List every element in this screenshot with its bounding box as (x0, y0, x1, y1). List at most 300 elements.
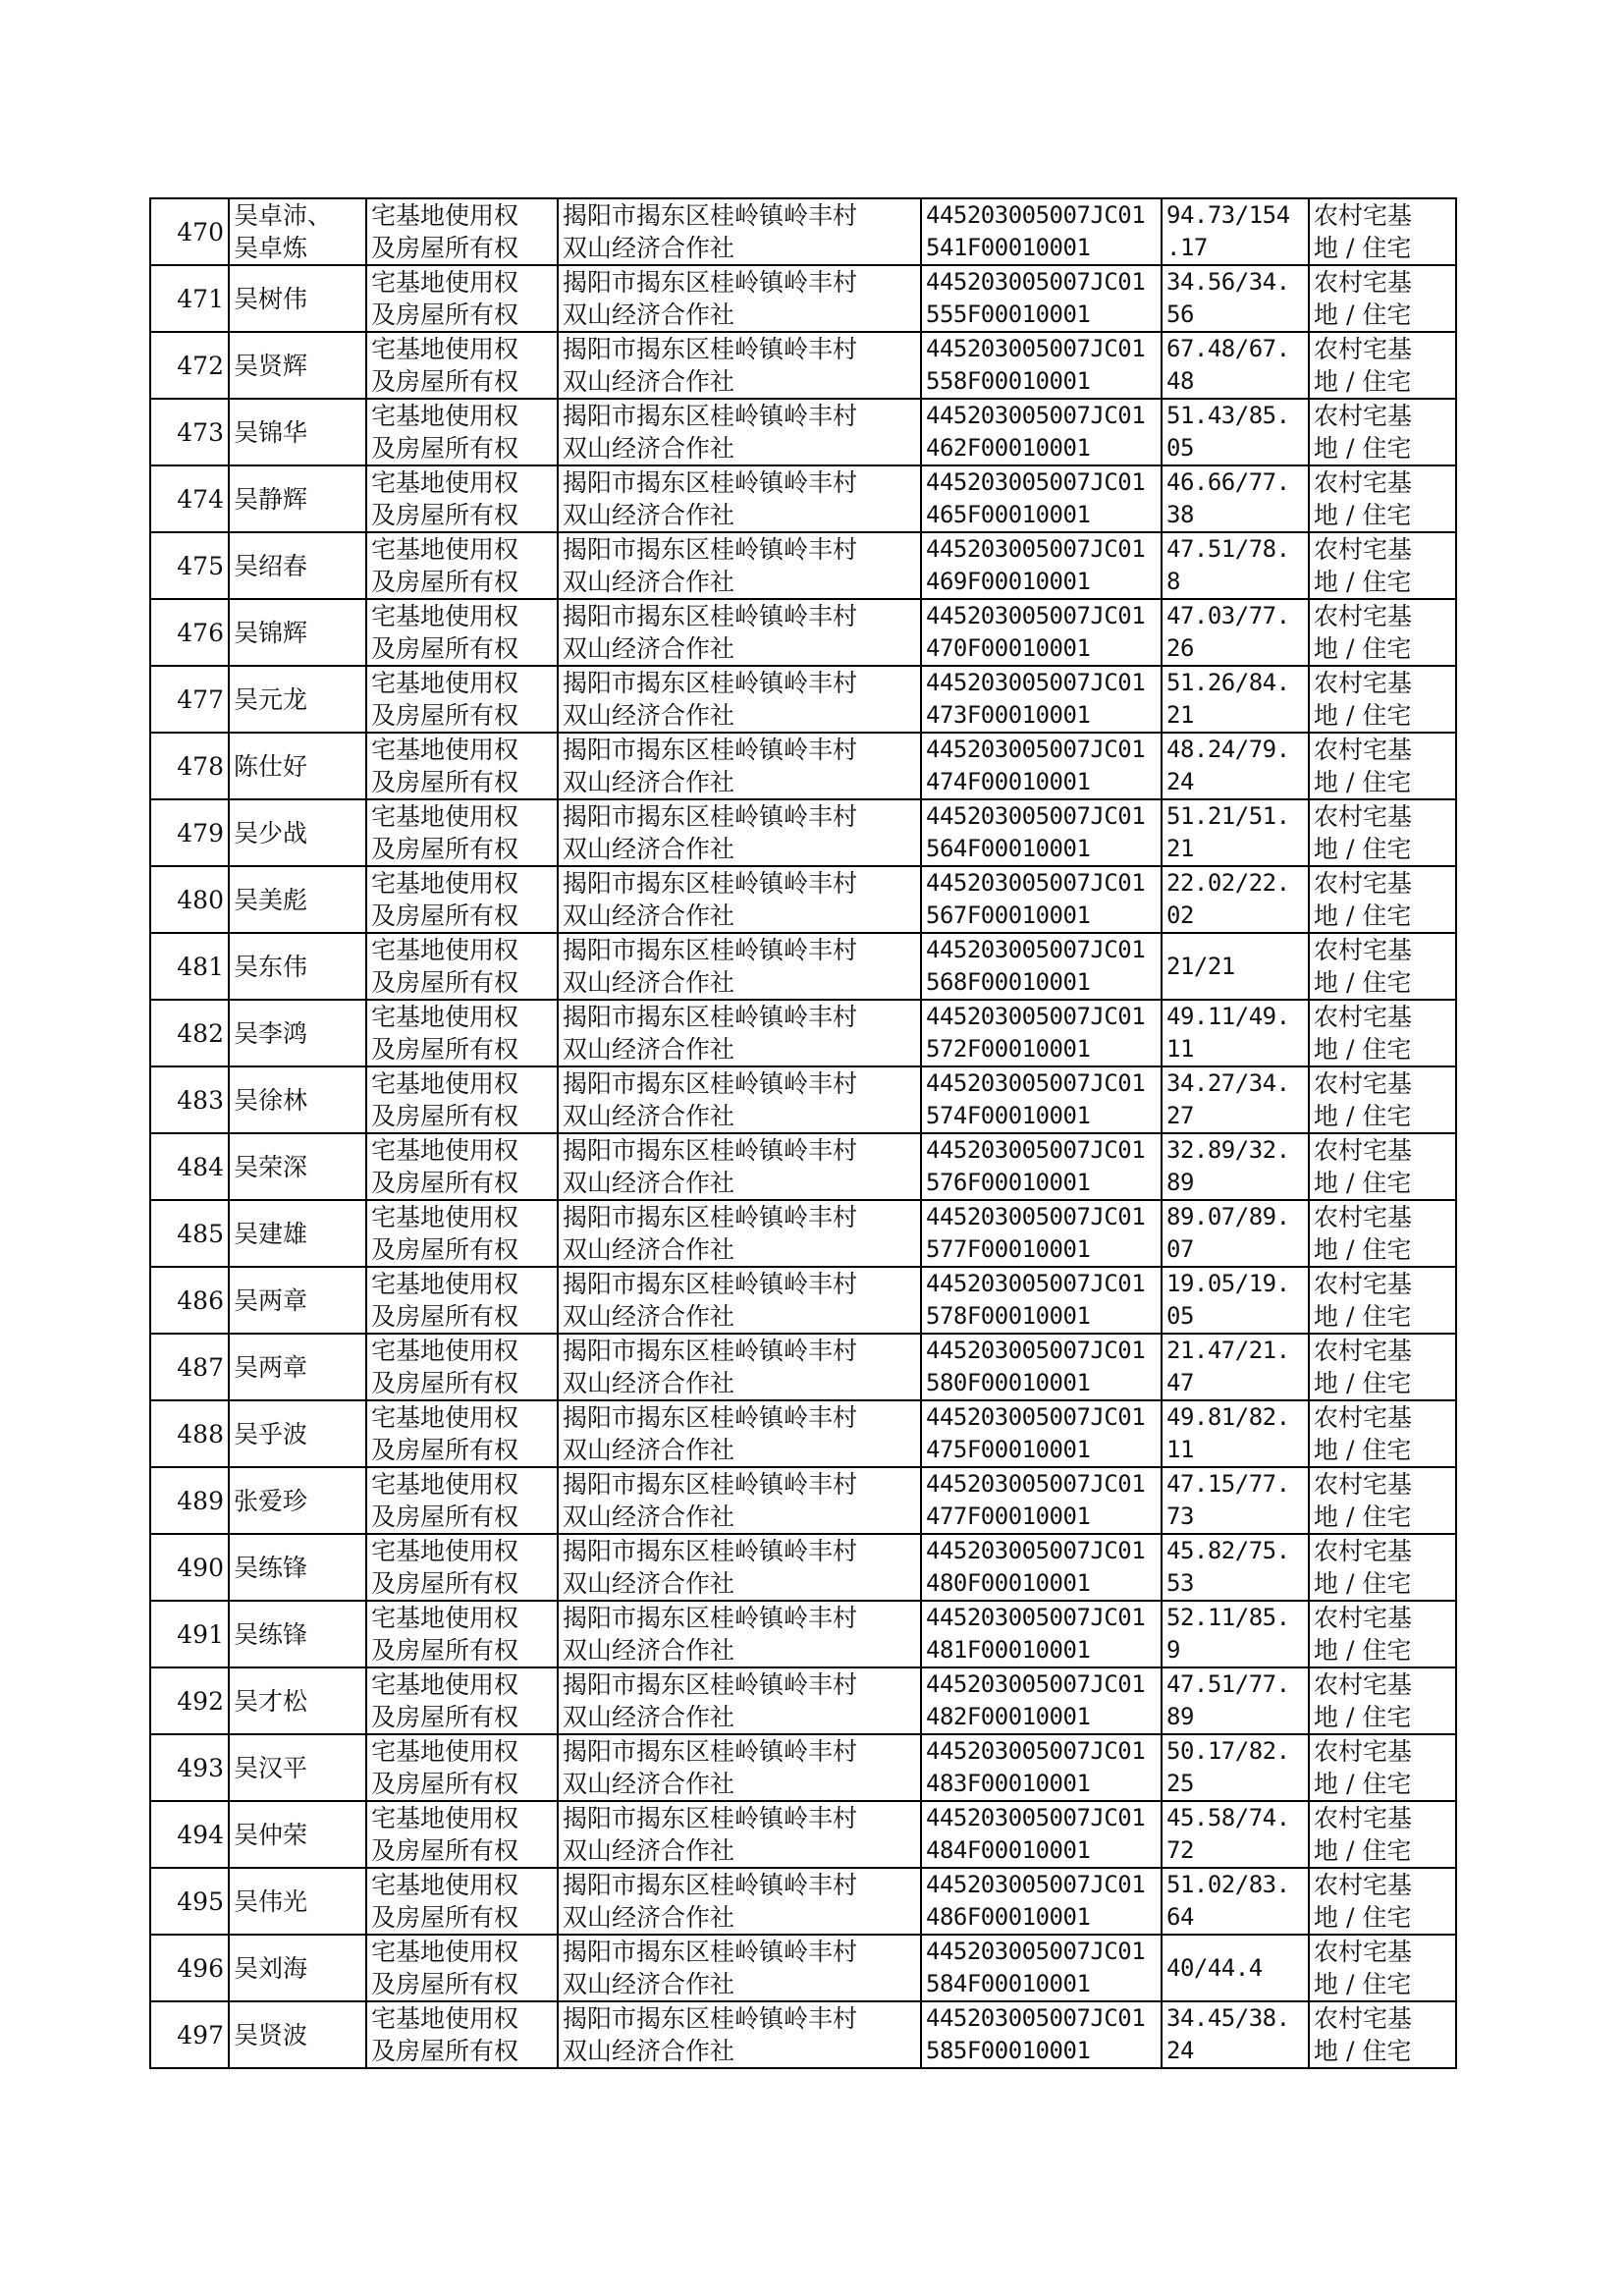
land-use-line: 农村宅基 (1314, 936, 1413, 964)
location-line: 双山经济合作社 (563, 1770, 735, 1798)
area-line: 25 (1166, 1770, 1194, 1797)
location-cell (558, 1334, 921, 1400)
owner-name-cell (229, 866, 366, 933)
location-cell (558, 465, 921, 532)
land-use-line: 地 / 住宅 (1314, 768, 1412, 796)
location-line: 双山经济合作社 (563, 1235, 735, 1264)
owner-name-cell (229, 799, 366, 866)
location-cell (558, 1667, 921, 1734)
location-line: 揭阳市揭东区桂岭镇岭丰村 (563, 936, 858, 964)
right-type-cell (366, 1200, 558, 1267)
row-number-cell: 489 (150, 1467, 229, 1534)
area-cell (1162, 1000, 1309, 1066)
owner-name-line: 吴建雄 (234, 1219, 308, 1248)
location-cell (558, 599, 921, 666)
table-row (150, 332, 1456, 399)
land-use-cell (1309, 599, 1456, 666)
owner-name-line: 吴锦华 (234, 417, 308, 447)
area-cell (1162, 933, 1309, 1000)
row-number-cell: 473 (150, 399, 229, 465)
location-cell (558, 1935, 921, 2001)
unit-code-line: 445203005007JC01 (926, 602, 1146, 629)
location-cell (558, 399, 921, 465)
owner-name-line: 吴乎波 (234, 1419, 308, 1448)
unit-code-cell (921, 933, 1162, 1000)
row-number-cell: 487 (150, 1334, 229, 1400)
row-number-cell: 486 (150, 1267, 229, 1334)
area-line: 40/44.4 (1166, 1953, 1263, 1982)
right-type-line: 宅基地使用权 (371, 1403, 519, 1432)
location-line: 双山经济合作社 (563, 434, 735, 463)
table-row (150, 1066, 1456, 1133)
unit-code-line: 576F00010001 (926, 1169, 1091, 1196)
unit-code-line: 445203005007JC01 (926, 402, 1146, 429)
area-line: 48.24/79. (1166, 736, 1290, 763)
table-row (150, 465, 1456, 532)
unit-code-cell (921, 1868, 1162, 1935)
location-cell (558, 1200, 921, 1267)
land-use-line: 地 / 住宅 (1314, 835, 1412, 863)
area-line: 51.26/84. (1166, 669, 1290, 696)
location-cell (558, 733, 921, 799)
right-type-cell (366, 1601, 558, 1667)
unit-code-line: 475F00010001 (926, 1436, 1091, 1463)
area-line: 89 (1166, 1703, 1194, 1730)
area-cell (1162, 332, 1309, 399)
area-cell (1162, 532, 1309, 599)
table-body (150, 198, 1456, 2068)
right-type-line: 宅基地使用权 (371, 1470, 519, 1499)
area-line: 21 (1166, 701, 1194, 729)
location-cell (558, 666, 921, 733)
right-type-line: 宅基地使用权 (371, 1737, 519, 1766)
right-type-line: 及房屋所有权 (371, 1436, 519, 1464)
area-cell (1162, 1267, 1309, 1334)
owner-name-cell (229, 599, 366, 666)
row-number-cell: 478 (150, 733, 229, 799)
owner-name-cell (229, 666, 366, 733)
owner-name-line: 吴卓沛、 (234, 201, 333, 230)
right-type-cell (366, 866, 558, 933)
right-type-line: 及房屋所有权 (371, 234, 519, 262)
right-type-cell (366, 733, 558, 799)
unit-code-line: 445203005007JC01 (926, 736, 1146, 763)
unit-code-line: 445203005007JC01 (926, 1938, 1146, 1965)
row-number-cell: 492 (150, 1667, 229, 1734)
row-number-cell: 472 (150, 332, 229, 399)
area-line: 47.51/78. (1166, 535, 1290, 563)
right-type-line: 及房屋所有权 (371, 367, 519, 396)
row-number-cell: 495 (150, 1868, 229, 1935)
land-use-line: 农村宅基 (1314, 335, 1413, 363)
row-number-cell: 470 (150, 198, 229, 265)
location-line: 双山经济合作社 (563, 1169, 735, 1197)
area-line: 47.03/77. (1166, 602, 1290, 629)
table-row (150, 1334, 1456, 1400)
unit-code-line: 482F00010001 (926, 1703, 1091, 1730)
right-type-line: 宅基地使用权 (371, 2004, 519, 2033)
right-type-line: 及房屋所有权 (371, 301, 519, 329)
location-line: 揭阳市揭东区桂岭镇岭丰村 (563, 335, 858, 363)
area-line: 47.15/77. (1166, 1470, 1290, 1498)
right-type-line: 及房屋所有权 (371, 768, 519, 796)
right-type-line: 宅基地使用权 (371, 936, 519, 964)
unit-code-cell (921, 399, 1162, 465)
land-use-line: 农村宅基 (1314, 1871, 1413, 1899)
area-line: 21/21 (1166, 952, 1235, 980)
area-line: 49.81/82. (1166, 1403, 1290, 1431)
unit-code-cell (921, 265, 1162, 332)
owner-name-line: 陈仕好 (234, 751, 308, 781)
land-use-line: 地 / 住宅 (1314, 1770, 1412, 1798)
land-use-line: 地 / 住宅 (1314, 902, 1412, 930)
location-line: 双山经济合作社 (563, 1302, 735, 1331)
location-line: 双山经济合作社 (563, 1503, 735, 1531)
right-type-line: 及房屋所有权 (371, 902, 519, 930)
area-line: 34.56/34. (1166, 268, 1290, 296)
right-type-line: 宅基地使用权 (371, 1537, 519, 1565)
location-line: 揭阳市揭东区桂岭镇岭丰村 (563, 1003, 858, 1031)
location-cell (558, 532, 921, 599)
unit-code-cell (921, 532, 1162, 599)
unit-code-line: 445203005007JC01 (926, 535, 1146, 563)
unit-code-line: 445203005007JC01 (926, 1537, 1146, 1564)
unit-code-line: 445203005007JC01 (926, 1136, 1146, 1164)
land-use-line: 地 / 住宅 (1314, 1503, 1412, 1531)
unit-code-cell (921, 1133, 1162, 1200)
land-use-cell (1309, 399, 1456, 465)
owner-name-line: 吴元龙 (234, 684, 308, 714)
right-type-cell (366, 1534, 558, 1601)
table-row (150, 733, 1456, 799)
location-line: 双山经济合作社 (563, 1369, 735, 1397)
area-line: 26 (1166, 634, 1194, 662)
land-use-line: 地 / 住宅 (1314, 1970, 1412, 1998)
land-use-line: 农村宅基 (1314, 802, 1413, 831)
owner-name-cell (229, 1667, 366, 1734)
right-type-line: 及房屋所有权 (371, 2037, 519, 2065)
area-line: 19.05/19. (1166, 1270, 1290, 1297)
unit-code-line: 577F00010001 (926, 1235, 1091, 1263)
location-line: 双山经济合作社 (563, 1703, 735, 1731)
area-line: 50.17/82. (1166, 1737, 1290, 1765)
area-line: 47 (1166, 1369, 1194, 1396)
location-line: 揭阳市揭东区桂岭镇岭丰村 (563, 802, 858, 831)
land-use-cell (1309, 1400, 1456, 1467)
location-line: 双山经济合作社 (563, 1836, 735, 1865)
area-line: 24 (1166, 2037, 1194, 2064)
location-line: 揭阳市揭东区桂岭镇岭丰村 (563, 869, 858, 898)
right-type-line: 及房屋所有权 (371, 1235, 519, 1264)
area-cell (1162, 265, 1309, 332)
unit-code-line: 585F00010001 (926, 2037, 1091, 2064)
area-line: 48 (1166, 367, 1194, 395)
row-number-cell: 476 (150, 599, 229, 666)
owner-name-line: 吴练锋 (234, 1553, 308, 1582)
right-type-line: 宅基地使用权 (371, 402, 519, 430)
row-number-cell: 480 (150, 866, 229, 933)
right-type-cell (366, 1801, 558, 1868)
row-number-cell: 485 (150, 1200, 229, 1267)
area-line: 34.27/34. (1166, 1069, 1290, 1097)
location-line: 揭阳市揭东区桂岭镇岭丰村 (563, 268, 858, 297)
owner-name-line: 吴树伟 (234, 284, 308, 313)
area-line: 24 (1166, 768, 1194, 795)
location-line: 揭阳市揭东区桂岭镇岭丰村 (563, 535, 858, 564)
area-cell (1162, 1066, 1309, 1133)
area-cell (1162, 1334, 1309, 1400)
unit-code-line: 445203005007JC01 (926, 802, 1146, 830)
row-number-cell: 479 (150, 799, 229, 866)
land-use-cell (1309, 733, 1456, 799)
area-line: .17 (1166, 234, 1208, 261)
location-line: 双山经济合作社 (563, 367, 735, 396)
land-use-line: 地 / 住宅 (1314, 568, 1412, 596)
area-cell (1162, 866, 1309, 933)
right-type-cell (366, 799, 558, 866)
right-type-line: 宅基地使用权 (371, 201, 519, 230)
location-line: 揭阳市揭东区桂岭镇岭丰村 (563, 2004, 858, 2033)
right-type-line: 及房屋所有权 (371, 501, 519, 529)
unit-code-cell (921, 1200, 1162, 1267)
area-line: 32.89/32. (1166, 1136, 1290, 1164)
area-cell (1162, 1601, 1309, 1667)
area-cell (1162, 599, 1309, 666)
table-row (150, 1868, 1456, 1935)
unit-code-cell (921, 332, 1162, 399)
table-row (150, 1534, 1456, 1601)
unit-code-line: 558F00010001 (926, 367, 1091, 395)
area-line: 73 (1166, 1503, 1194, 1530)
owner-name-line: 吴少战 (234, 818, 308, 847)
land-use-cell (1309, 1868, 1456, 1935)
land-use-line: 地 / 住宅 (1314, 2037, 1412, 2065)
right-type-line: 宅基地使用权 (371, 1604, 519, 1632)
right-type-line: 宅基地使用权 (371, 268, 519, 297)
land-use-line: 地 / 住宅 (1314, 701, 1412, 730)
owner-name-cell (229, 1534, 366, 1601)
unit-code-cell (921, 1400, 1162, 1467)
unit-code-line: 584F00010001 (926, 1970, 1091, 1997)
unit-code-cell (921, 465, 1162, 532)
area-cell (1162, 666, 1309, 733)
right-type-cell (366, 1267, 558, 1334)
land-use-line: 农村宅基 (1314, 1604, 1413, 1632)
owner-name-cell (229, 733, 366, 799)
owner-name-line: 吴美彪 (234, 885, 308, 914)
area-line: 51.43/85. (1166, 402, 1290, 429)
owner-name-cell (229, 1601, 366, 1667)
right-type-cell (366, 1066, 558, 1133)
area-line: 45.82/75. (1166, 1537, 1290, 1564)
table-row (150, 1000, 1456, 1066)
row-number-cell: 483 (150, 1066, 229, 1133)
unit-code-line: 484F00010001 (926, 1836, 1091, 1864)
right-type-cell (366, 1133, 558, 1200)
unit-code-line: 465F00010001 (926, 501, 1091, 528)
location-cell (558, 1000, 921, 1066)
location-line: 揭阳市揭东区桂岭镇岭丰村 (563, 1604, 858, 1632)
area-line: 89.07/89. (1166, 1203, 1290, 1230)
owner-name-line: 吴练锋 (234, 1619, 308, 1649)
right-type-cell (366, 2001, 558, 2068)
unit-code-cell (921, 599, 1162, 666)
area-cell (1162, 2001, 1309, 2068)
unit-code-line: 445203005007JC01 (926, 936, 1146, 963)
location-cell (558, 1734, 921, 1801)
unit-code-line: 445203005007JC01 (926, 1337, 1146, 1364)
table-row (150, 198, 1456, 265)
area-line: 49.11/49. (1166, 1003, 1290, 1030)
land-use-cell (1309, 332, 1456, 399)
unit-code-cell (921, 1601, 1162, 1667)
right-type-line: 及房屋所有权 (371, 1770, 519, 1798)
right-type-line: 及房屋所有权 (371, 1503, 519, 1531)
row-number-cell: 488 (150, 1400, 229, 1467)
right-type-cell (366, 1868, 558, 1935)
unit-code-line: 445203005007JC01 (926, 201, 1146, 229)
table-row (150, 866, 1456, 933)
right-type-line: 宅基地使用权 (371, 335, 519, 363)
area-cell (1162, 1133, 1309, 1200)
land-use-line: 农村宅基 (1314, 1003, 1413, 1031)
area-line: 07 (1166, 1235, 1194, 1263)
location-line: 揭阳市揭东区桂岭镇岭丰村 (563, 1270, 858, 1298)
unit-code-line: 480F00010001 (926, 1569, 1091, 1597)
right-type-line: 及房屋所有权 (371, 634, 519, 663)
owner-name-cell (229, 1000, 366, 1066)
land-use-line: 农村宅基 (1314, 2004, 1413, 2033)
owner-name-cell (229, 332, 366, 399)
right-type-line: 及房屋所有权 (371, 1636, 519, 1665)
land-use-line: 农村宅基 (1314, 1337, 1413, 1365)
unit-code-cell (921, 1935, 1162, 2001)
table-row (150, 1133, 1456, 1200)
land-use-line: 地 / 住宅 (1314, 968, 1412, 997)
location-line: 揭阳市揭东区桂岭镇岭丰村 (563, 1871, 858, 1899)
location-cell (558, 265, 921, 332)
land-use-line: 农村宅基 (1314, 201, 1413, 230)
unit-code-cell (921, 1534, 1162, 1601)
land-use-line: 农村宅基 (1314, 402, 1413, 430)
land-use-line: 地 / 住宅 (1314, 1636, 1412, 1665)
location-line: 双山经济合作社 (563, 568, 735, 596)
right-type-line: 宅基地使用权 (371, 1804, 519, 1832)
unit-code-cell (921, 1667, 1162, 1734)
location-line: 双山经济合作社 (563, 902, 735, 930)
owner-name-cell (229, 1801, 366, 1868)
owner-name-cell (229, 198, 366, 265)
location-line: 双山经济合作社 (563, 1102, 735, 1130)
area-line: 34.45/38. (1166, 2004, 1290, 2032)
area-cell (1162, 1534, 1309, 1601)
right-type-cell (366, 1734, 558, 1801)
unit-code-line: 483F00010001 (926, 1770, 1091, 1797)
table-row (150, 532, 1456, 599)
unit-code-line: 555F00010001 (926, 301, 1091, 328)
area-cell (1162, 1467, 1309, 1534)
location-line: 双山经济合作社 (563, 634, 735, 663)
land-use-line: 地 / 住宅 (1314, 1703, 1412, 1731)
unit-code-line: 445203005007JC01 (926, 1670, 1146, 1698)
unit-code-cell (921, 1734, 1162, 1801)
location-line: 双山经济合作社 (563, 968, 735, 997)
land-use-line: 农村宅基 (1314, 535, 1413, 564)
location-line: 双山经济合作社 (563, 234, 735, 262)
right-type-line: 及房屋所有权 (371, 1903, 519, 1932)
land-use-cell (1309, 1734, 1456, 1801)
area-line: 05 (1166, 434, 1194, 462)
area-line: 56 (1166, 301, 1194, 328)
right-type-line: 及房屋所有权 (371, 434, 519, 463)
right-type-line: 及房屋所有权 (371, 568, 519, 596)
land-use-line: 地 / 住宅 (1314, 234, 1412, 262)
location-line: 揭阳市揭东区桂岭镇岭丰村 (563, 1537, 858, 1565)
area-cell (1162, 198, 1309, 265)
row-number-cell: 496 (150, 1935, 229, 2001)
land-use-line: 地 / 住宅 (1314, 1235, 1412, 1264)
right-type-line: 及房屋所有权 (371, 968, 519, 997)
location-cell (558, 332, 921, 399)
unit-code-cell (921, 2001, 1162, 2068)
area-line: 89 (1166, 1169, 1194, 1196)
location-cell (558, 866, 921, 933)
unit-code-line: 445203005007JC01 (926, 1737, 1146, 1765)
table-row (150, 1667, 1456, 1734)
unit-code-line: 574F00010001 (926, 1102, 1091, 1129)
table-row (150, 1200, 1456, 1267)
location-cell (558, 1801, 921, 1868)
right-type-line: 宅基地使用权 (371, 535, 519, 564)
unit-code-line: 470F00010001 (926, 634, 1091, 662)
location-line: 双山经济合作社 (563, 501, 735, 529)
location-line: 双山经济合作社 (563, 301, 735, 329)
area-line: 11 (1166, 1436, 1194, 1463)
unit-code-cell (921, 1467, 1162, 1534)
land-use-cell (1309, 799, 1456, 866)
right-type-line: 及房屋所有权 (371, 1703, 519, 1731)
land-use-line: 地 / 住宅 (1314, 301, 1412, 329)
unit-code-line: 445203005007JC01 (926, 1871, 1146, 1898)
owner-name-cell (229, 1267, 366, 1334)
location-cell (558, 1601, 921, 1667)
area-line: 47.51/77. (1166, 1670, 1290, 1698)
location-cell (558, 1868, 921, 1935)
area-cell (1162, 1935, 1309, 2001)
unit-code-cell (921, 1334, 1162, 1400)
area-line: 05 (1166, 1302, 1194, 1330)
unit-code-line: 445203005007JC01 (926, 669, 1146, 696)
area-cell (1162, 1200, 1309, 1267)
right-type-cell (366, 1467, 558, 1534)
row-number-cell: 477 (150, 666, 229, 733)
location-line: 揭阳市揭东区桂岭镇岭丰村 (563, 1403, 858, 1432)
unit-code-cell (921, 1801, 1162, 1868)
land-use-cell (1309, 1267, 1456, 1334)
table-row (150, 599, 1456, 666)
right-type-line: 宅基地使用权 (371, 1938, 519, 1966)
right-type-line: 宅基地使用权 (371, 468, 519, 497)
land-use-line: 农村宅基 (1314, 602, 1413, 630)
owner-name-cell (229, 1400, 366, 1467)
area-cell (1162, 733, 1309, 799)
owner-name-line: 吴卓炼 (234, 234, 308, 262)
area-line: 94.73/154 (1166, 201, 1290, 229)
land-use-line: 地 / 住宅 (1314, 634, 1412, 663)
land-use-line: 地 / 住宅 (1314, 367, 1412, 396)
table-row (150, 2001, 1456, 2068)
owner-name-cell (229, 1868, 366, 1935)
